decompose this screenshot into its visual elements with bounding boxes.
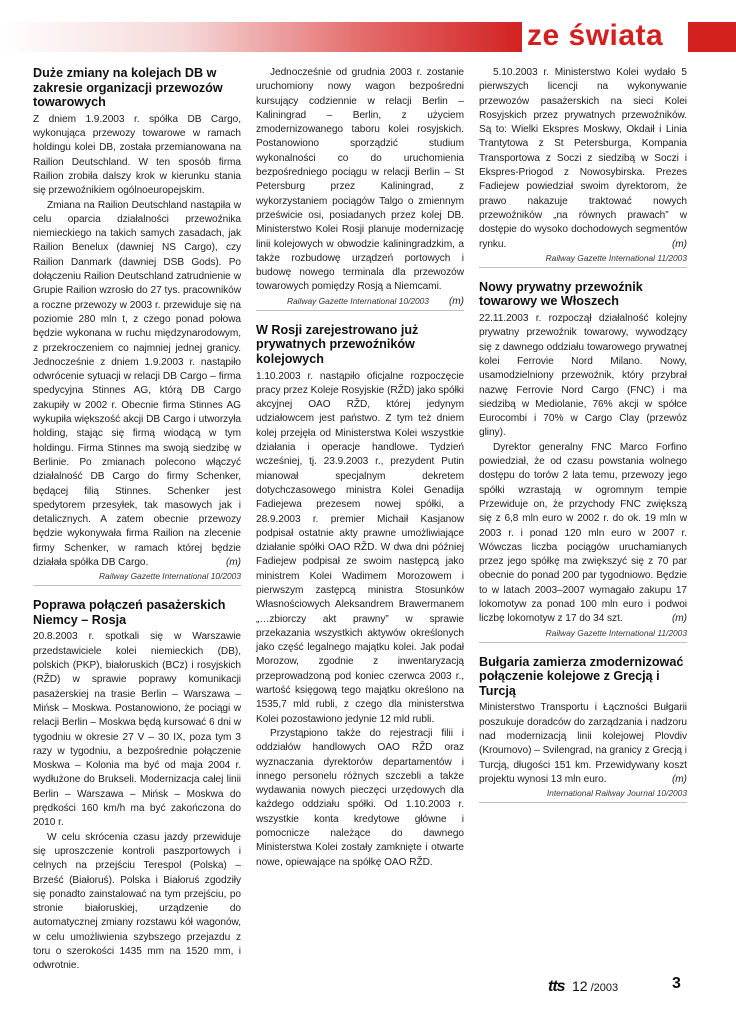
article-title: Poprawa połączeń pasażerskich Niemcy – Rosja <box>33 598 226 627</box>
paragraph-text: Dyrektor generalny FNC Marco Forfino powiedział, że od czasu powstania wolnego dostępu do torów 2 lata temu, przewozy jego spółki wzrastają w ogromnym tempie Przewiduje on, że przychody FNC zwiększą się z 6,8 mln euro w 2002 r. do ok. 19 mln w 2003 r. i ponad 120 mln euro w 2007 r. Wówczas liczba pociągów uruchamianych przez jego spółkę ma zwiększyć się z 70 par obecnie do ponad 200 par tygodniowo. Będzie to w latach 2003–2007 wymagało zakupu 17 lokomotyw za ponad 100 mln euro i podwoi liczbę lokomotyw z 17 do 34 szt. <box>479 441 687 625</box>
article-source: International Railway Journal 10/2003 <box>479 788 687 803</box>
article-source: Railway Gazette International 10/2003 <box>33 571 241 586</box>
column-3 <box>479 66 687 815</box>
header-bar <box>0 19 736 52</box>
paragraph-text: 5.10.2003 r. Ministerstwo Kolei wydało 5 pierwszych licencji na wykonywanie przewozów pasażerskich na sieci Kolei Rosyjskich przez prywatnych przewoźników. Są to: Wielki Ekspres Moskwy, Okdaił i Linia Trantytowa z St Petersburga, Kompania Transportowa z Soczi z siedzibą w Soczi i Ekspres-Priogod z Nowosybirska. Prezes Fadiejew powiedział swoim dyrektorom, że prawo nakazuje traktować nowych przewoźników „na równych prawach” w dostępie do wysoko dochodowych segmentów rynku. <box>479 67 687 250</box>
footer-issue <box>548 978 618 996</box>
issue-year: /2003 <box>590 982 619 994</box>
article-russia-private-operators-cont <box>479 66 687 268</box>
page-number: 3 <box>672 975 681 992</box>
article-paragraph: Z dniem 1.9.2003 r. spółka DB Cargo, wykonująca przewozy towarowe w ramach holdingu kolei DB, została przemianowana na Railion Deutschland. W ten sposób firma Railion zrobiła dalszy krok w kierunku stania się przewoźnikiem ogólnoeuropejskim. <box>33 113 241 197</box>
article-paragraph: Przystąpiono także do rejestracji filii i oddziałów handlowych OAO RŽD oraz wyznaczania dyrektorów departamentów i innego personelu różnych szczebli a także wydawania nowych pieczęci urzędowych dla każdego oddziału spółki. Od 1.10.2003 r. wszystkie konta kredytowe główne i pomocnicze należące do dawnego Ministerstwa Kolei zostały zamknięte i otwarte nowe, opiewające na spółkę OAO RŽD. <box>256 727 464 868</box>
article-title: Duże zmiany na kolejach DB w zakresie organizacji przewozów towarowych <box>33 66 223 110</box>
article-paragraph: W celu skrócenia czasu jazdy przewiduje się uproszczenie kontroli paszportowych i celnych na przejściu Terespol (Polska) – Brześć (Białoruś). Polska i Białoruś zgodziły się ponadto zainstalować na tym przejściu, po stronie białoruskiej, urządzenie do automatycznej zmiany rozstawu kół wagonów, w celu umożliwienia szybszego przejazdu z toru o szerokości 1435 mm na 1520 mm, i odwrotnie. <box>33 831 241 972</box>
author-mark: (m) <box>225 556 241 568</box>
article-title: Nowy prywatny przewoźnik towarowy we Włoszech <box>479 279 643 309</box>
article-italy-operator <box>479 280 687 643</box>
article-source: Railway Gazette International 10/2003 <box>256 296 464 311</box>
author-mark: (m) <box>671 238 687 250</box>
paragraph-text: Ministerstwo Transportu i Łączności Bułgarii poszukuje doradców do zarządzania i nadzoru nad modernizacją linii kolejowej Plovdiv (Kroumovo) – Svilengrad, na granicy z Grecją i Turcją, długości 151 km. Przewidywany koszt projektu wynosi 13 mln euro. <box>479 702 687 785</box>
article-germany-russia <box>33 598 241 973</box>
author-mark: (m) <box>448 295 464 307</box>
article-db-cargo <box>33 66 241 586</box>
author-mark: (m) <box>671 773 687 785</box>
magazine-logo: tts <box>548 978 565 995</box>
issue-number: 12 <box>572 978 588 994</box>
article-title: Bułgaria zamierza zmodernizować połączenie kolejowe z Grecją i Turcją <box>479 654 684 698</box>
section-title: ze świata <box>527 19 664 52</box>
article-paragraph: 22.11.2003 r. rozpoczął działalność kolejny prywatny przewoźnik towarowy, wywodzący się z dawnego oddziału towarowego prywatnej kolei Ferrovie Nord Milano. Nowy, usamodzielniony przewoźnik, który przybrał nazwę Ferrovie Nord Cargo (FNC) i ma siedzibą w Mediolanie, 76% akcji w spółce Eurocombi i 70% w Cargo Clay (przewóz gliny). <box>479 313 687 439</box>
paragraph-text: Jednocześnie od grudnia 2003 r. zostanie uruchomiony nowy wagon bezpośredni kursujący codziennie w relacji Berlin – Kaliningrad – Berlin, z użyciem zmodernizowanego taboru kolei rosyjskich. Postanowiono sporządzić studium wykonalności co do uruchomienia bezpośredniego pociągu w relacji Berlin – St Petersburg przez Kaliningrad, z wykorzystaniem pociągów Talgo o zmiennym prześwicie osi, posiadanych przez kolej DB. Ministerstwo Kolei Rosji planuje modernizację linii kolejowych w obwodzie kaliningradzkim, a także rozbudowę urządzeń portowych i budowę nowego terminala dla przewozów towarowych pomiędzy Rosją a Niemcami. <box>256 67 464 293</box>
article-bulgaria <box>479 655 687 804</box>
article-paragraph <box>479 441 687 627</box>
article-paragraph: 20.8.2003 r. spotkali się w Warszawie przedstawiciele kolei niemieckich (DB), polskich (PKP), białoruskich (BCz) i rosyjskich (RŽD) w sprawie poprawy komunikacji pasażerskiej na trasie Berlin – Warszawa – Mińsk – Moskwa. Postanowiono, że pociągi w relacji Berlin – Moskwa będą kursować 6 dni w tygodniu w okresie 27 V – 30 IX, poza tym 3 razy w tygodniu, a bezpośrednie połączenie Moskwa – Kolonia ma być od maja 2004 r. wydłużone do Brukseli. Modernizacja całej linii Berlin – Warszawa – Mińsk – Moskwa do prędkości 160 km/h ma być zakończona do 2010 r. <box>33 631 241 829</box>
article-source: Railway Gazette International 11/2003 <box>479 253 687 268</box>
column-1 <box>33 66 241 986</box>
article-paragraph <box>479 701 687 787</box>
article-germany-russia-cont <box>256 66 464 311</box>
article-paragraph: 1.10.2003 r. nastąpiło oficjalne rozpoczęcie pracy przez Koleje Rosyjskie (RŽD) jako spółki akcyjnej OAO RŽD, której jedynym udziałowcem jest państwo. Z tym też dniem kolej przejęła od Ministerstwa Kolei wszystkie działania i operacje handlowe. Tydzień wcześniej, tj. 23.9.2003 r., prezydent Putin mianował specjalnym dekretem dotychczasowego ministra Kolei Genadija Fadiejewa prezesem nowej spółki, a 28.9.2003 r. premier Michaił Kasjanow podpisał ostatnie akty prawne umożliwiające działanie spółki OAO RŽD. W dwa dni później Fadiejew podpisał ze swoim następcą jako ministrem Kolei Wadimem Morozowem i pierwszym zastępcą ministra Stosunków Własnościowych Aleksandrem Brawermanem „…zbiorczy akt prawny” w sprawie przekazania wszystkich aktywów określonych jako część legalnego majątku kolei. Jak podał Morozow, zgodnie z inwentaryzacją przeprowadzoną pod koniec czerwca 2003 r., wartość księgową tego majątku określono na 1535,7 mld rubli, z czego dla ministerstwa Kolei pozostawiono jedynie 12 mld rubli. <box>256 370 464 725</box>
header-gradient <box>0 22 522 52</box>
article-paragraph <box>33 199 241 571</box>
article-source: Railway Gazette International 11/2003 <box>479 628 687 643</box>
author-mark: (m) <box>671 613 687 625</box>
article-title: W Rosji zarejestrowano już prywatnych przewoźników kolejowych <box>256 322 419 366</box>
article-paragraph <box>479 66 687 252</box>
paragraph-text: Zmiana na Railion Deutschland nastąpiła w celu oparcia działalności przewoźnika niemieckiego na takich samych zasadach, jak Railion Benelux (dawniej NS Cargo), czy Railion Danmark (dawniej DSB Gods). Po dołączeniu Railion Deutschland zatrudnienie w Grupie Railion wzrosło do 27 tys. pracowników a roczne przewozy w 2003 r. przewiduje się na poziomie 280 mln t, z czego ponad połowa będzie wykonana w ruchu międzynarodowym, z przekroczeniem co najmniej jednej granicy. Jednocześnie z dniem 1.9.2003 r. nastąpiło odwrócenie sytuacji w relacji DB Cargo – firma spedycyjna Stinnes AG, którą DB Cargo zakupiły w 2002 r. Obecnie firma Stinnes AG wykupiła większość akcji DB Cargo i utworzyła holding, stając się firmą wiodącą w tym holdingu. Firma Stinnes ma swoją siedzibę w Berlinie. Po zmianach polecono włączyć działalność DB Cargo do firmy Schenker, będącej filią Stinnes. Schenker jest spedytorem przesyłek, tak masowych jak i detalicznych. A zatem obecnie przewozy będzie wykonywała firma Railion na zlecenie firmy Schenker, w ramach której będzie działała spółka DB Cargo. <box>33 199 241 568</box>
article-russia-private-operators <box>256 323 464 870</box>
column-2 <box>256 66 464 882</box>
